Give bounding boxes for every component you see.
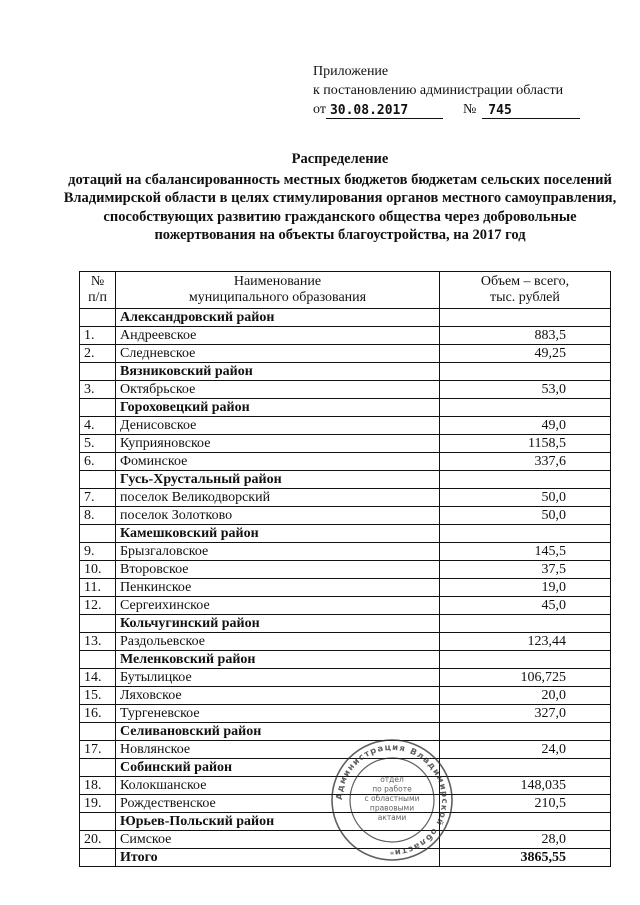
seal-center-line: с областными	[364, 794, 420, 803]
table-row	[80, 687, 611, 705]
row-number: 2.	[80, 345, 116, 363]
settlement-name: Новлянское	[116, 741, 440, 759]
district-name: Вязниковский район	[116, 363, 440, 381]
district-row	[80, 759, 611, 777]
district-name: Александровский район	[116, 309, 440, 327]
seal-ring-text: Администрация Владимирской области	[334, 742, 450, 858]
row-number: 13.	[80, 633, 116, 651]
table-row	[80, 633, 611, 651]
settlement-name: поселок Великодворский	[116, 489, 440, 507]
district-name: Гусь-Хрустальный район	[116, 471, 440, 489]
row-value: 883,5	[439, 327, 610, 345]
table-row	[80, 417, 611, 435]
district-name: Камешковский район	[116, 525, 440, 543]
district-name: Кольчугинский район	[116, 615, 440, 633]
row-number	[80, 309, 116, 327]
settlement-name: Андреевское	[116, 327, 440, 345]
settlement-name: Фоминское	[116, 453, 440, 471]
district-row	[80, 471, 611, 489]
seal-center-line: актами	[377, 813, 407, 822]
row-number	[80, 723, 116, 741]
settlement-name: Тургеневское	[116, 705, 440, 723]
row-number	[80, 813, 116, 831]
date-prefix: от	[313, 102, 326, 117]
row-number	[80, 759, 116, 777]
table-row	[80, 507, 611, 525]
row-value	[439, 813, 610, 831]
district-row	[80, 651, 611, 669]
header-name-line1: Наименование	[233, 274, 322, 289]
settlement-name: Бутылицкое	[116, 669, 440, 687]
row-value: 145,5	[439, 543, 610, 561]
table-row	[80, 795, 611, 813]
table-row	[80, 381, 611, 399]
row-value: 49,25	[439, 345, 610, 363]
row-number: 1.	[80, 327, 116, 345]
row-value	[439, 363, 610, 381]
document-title	[60, 150, 620, 245]
row-value	[439, 651, 610, 669]
row-number: 9.	[80, 543, 116, 561]
settlement-name: Следневское	[116, 345, 440, 363]
row-value: 20,0	[439, 687, 610, 705]
table-row	[80, 453, 611, 471]
table-row	[80, 669, 611, 687]
settlement-name: Куприяновское	[116, 435, 440, 453]
table-row	[80, 543, 611, 561]
row-value	[439, 723, 610, 741]
row-number	[80, 399, 116, 417]
row-number: 19.	[80, 795, 116, 813]
handwritten-number: 745	[482, 103, 580, 119]
row-number: 11.	[80, 579, 116, 597]
row-value	[439, 525, 610, 543]
header-value-line2: тыс. рублей	[490, 290, 560, 305]
district-name: Юрьев-Польский район	[116, 813, 440, 831]
appendix-subtitle: к постановлению администрации области	[313, 83, 564, 98]
settlement-name: поселок Золотково	[116, 507, 440, 525]
appendix-block	[313, 62, 593, 119]
row-number	[80, 525, 116, 543]
row-value	[439, 471, 610, 489]
row-value: 37,5	[439, 561, 610, 579]
district-name: Меленковский район	[116, 651, 440, 669]
district-row	[80, 813, 611, 831]
settlement-name: Итого	[116, 849, 440, 867]
title-text: дотаций на сбалансированность местных бюджетов бюджетам сельских поселений Владимирской области в целях стимулирования органов местного самоуправления, способствующих развитию гражданского общества через добровольные пожертвования на объекты благоустройства, на 2017 год	[63, 171, 617, 243]
district-row	[80, 363, 611, 381]
row-value: 24,0	[439, 741, 610, 759]
row-number: 14.	[80, 669, 116, 687]
settlement-name: Второвское	[116, 561, 440, 579]
appendix-date-number-row	[313, 100, 593, 119]
number-label: №	[462, 102, 477, 117]
row-number	[80, 471, 116, 489]
district-name: Селивановский район	[116, 723, 440, 741]
settlement-name: Колокшанское	[116, 777, 440, 795]
header-value	[439, 272, 610, 309]
header-name-line2: муниципального образования	[188, 290, 367, 305]
row-number: 4.	[80, 417, 116, 435]
total-row	[80, 849, 611, 867]
settlement-name: Брызгаловское	[116, 543, 440, 561]
table-row	[80, 597, 611, 615]
row-number	[80, 849, 116, 867]
row-value: 49,0	[439, 417, 610, 435]
settlement-name: Симское	[116, 831, 440, 849]
row-number: 17.	[80, 741, 116, 759]
row-value: 19,0	[439, 579, 610, 597]
row-value: 53,0	[439, 381, 610, 399]
row-number: 3.	[80, 381, 116, 399]
row-value: 327,0	[439, 705, 610, 723]
table-body	[80, 309, 611, 867]
seal-center-line: отдел	[380, 775, 404, 784]
seal-star-icon: *	[389, 850, 395, 860]
settlement-name: Денисовское	[116, 417, 440, 435]
table-row	[80, 741, 611, 759]
table-row	[80, 831, 611, 849]
row-number	[80, 615, 116, 633]
table-row	[80, 561, 611, 579]
row-value: 148,035	[439, 777, 610, 795]
row-value: 45,0	[439, 597, 610, 615]
table-row	[80, 489, 611, 507]
row-value: 50,0	[439, 507, 610, 525]
district-row	[80, 723, 611, 741]
row-number: 6.	[80, 453, 116, 471]
table-row	[80, 579, 611, 597]
row-number: 18.	[80, 777, 116, 795]
settlement-name: Пенкинское	[116, 579, 440, 597]
settlement-name: Раздольевское	[116, 633, 440, 651]
row-number	[80, 651, 116, 669]
settlement-name: Сергеихинское	[116, 597, 440, 615]
row-number: 5.	[80, 435, 116, 453]
row-number: 16.	[80, 705, 116, 723]
header-num-line2: п/п	[88, 290, 107, 305]
table-header-row	[80, 272, 611, 309]
header-num-line1: №	[90, 274, 105, 289]
row-value: 50,0	[439, 489, 610, 507]
table-row	[80, 777, 611, 795]
row-value: 3865,55	[439, 849, 610, 867]
seal-center-line: правовыми	[369, 803, 415, 813]
district-name: Собинский район	[116, 759, 440, 777]
table-row	[80, 345, 611, 363]
district-row	[80, 615, 611, 633]
header-value-line1: Объем – всего,	[480, 274, 570, 289]
header-num	[80, 272, 116, 309]
row-number: 20.	[80, 831, 116, 849]
row-value	[439, 759, 610, 777]
row-value: 106,725	[439, 669, 610, 687]
row-value: 337,6	[439, 453, 610, 471]
row-value	[439, 615, 610, 633]
row-value: 1158,5	[439, 435, 610, 453]
seal-center-line: по работе	[372, 784, 412, 794]
row-number: 10.	[80, 561, 116, 579]
row-number: 7.	[80, 489, 116, 507]
district-row	[80, 525, 611, 543]
table-row	[80, 435, 611, 453]
district-row	[80, 399, 611, 417]
row-value: 123,44	[439, 633, 610, 651]
table-row	[80, 327, 611, 345]
title-heading: Распределение	[291, 151, 389, 167]
row-number: 12.	[80, 597, 116, 615]
settlement-name: Октябрьское	[116, 381, 440, 399]
row-value	[439, 399, 610, 417]
district-name: Гороховецкий район	[116, 399, 440, 417]
header-name	[116, 272, 440, 309]
row-value	[439, 309, 610, 327]
row-number: 8.	[80, 507, 116, 525]
settlement-name: Рождественское	[116, 795, 440, 813]
row-number	[80, 363, 116, 381]
table-row	[80, 705, 611, 723]
row-value: 28,0	[439, 831, 610, 849]
appendix-title: Приложение	[313, 64, 389, 79]
handwritten-date: 30.08.2017	[326, 103, 443, 119]
row-number: 15.	[80, 687, 116, 705]
row-value: 210,5	[439, 795, 610, 813]
settlement-name: Ляховское	[116, 687, 440, 705]
district-row	[80, 309, 611, 327]
distribution-table	[79, 271, 611, 867]
